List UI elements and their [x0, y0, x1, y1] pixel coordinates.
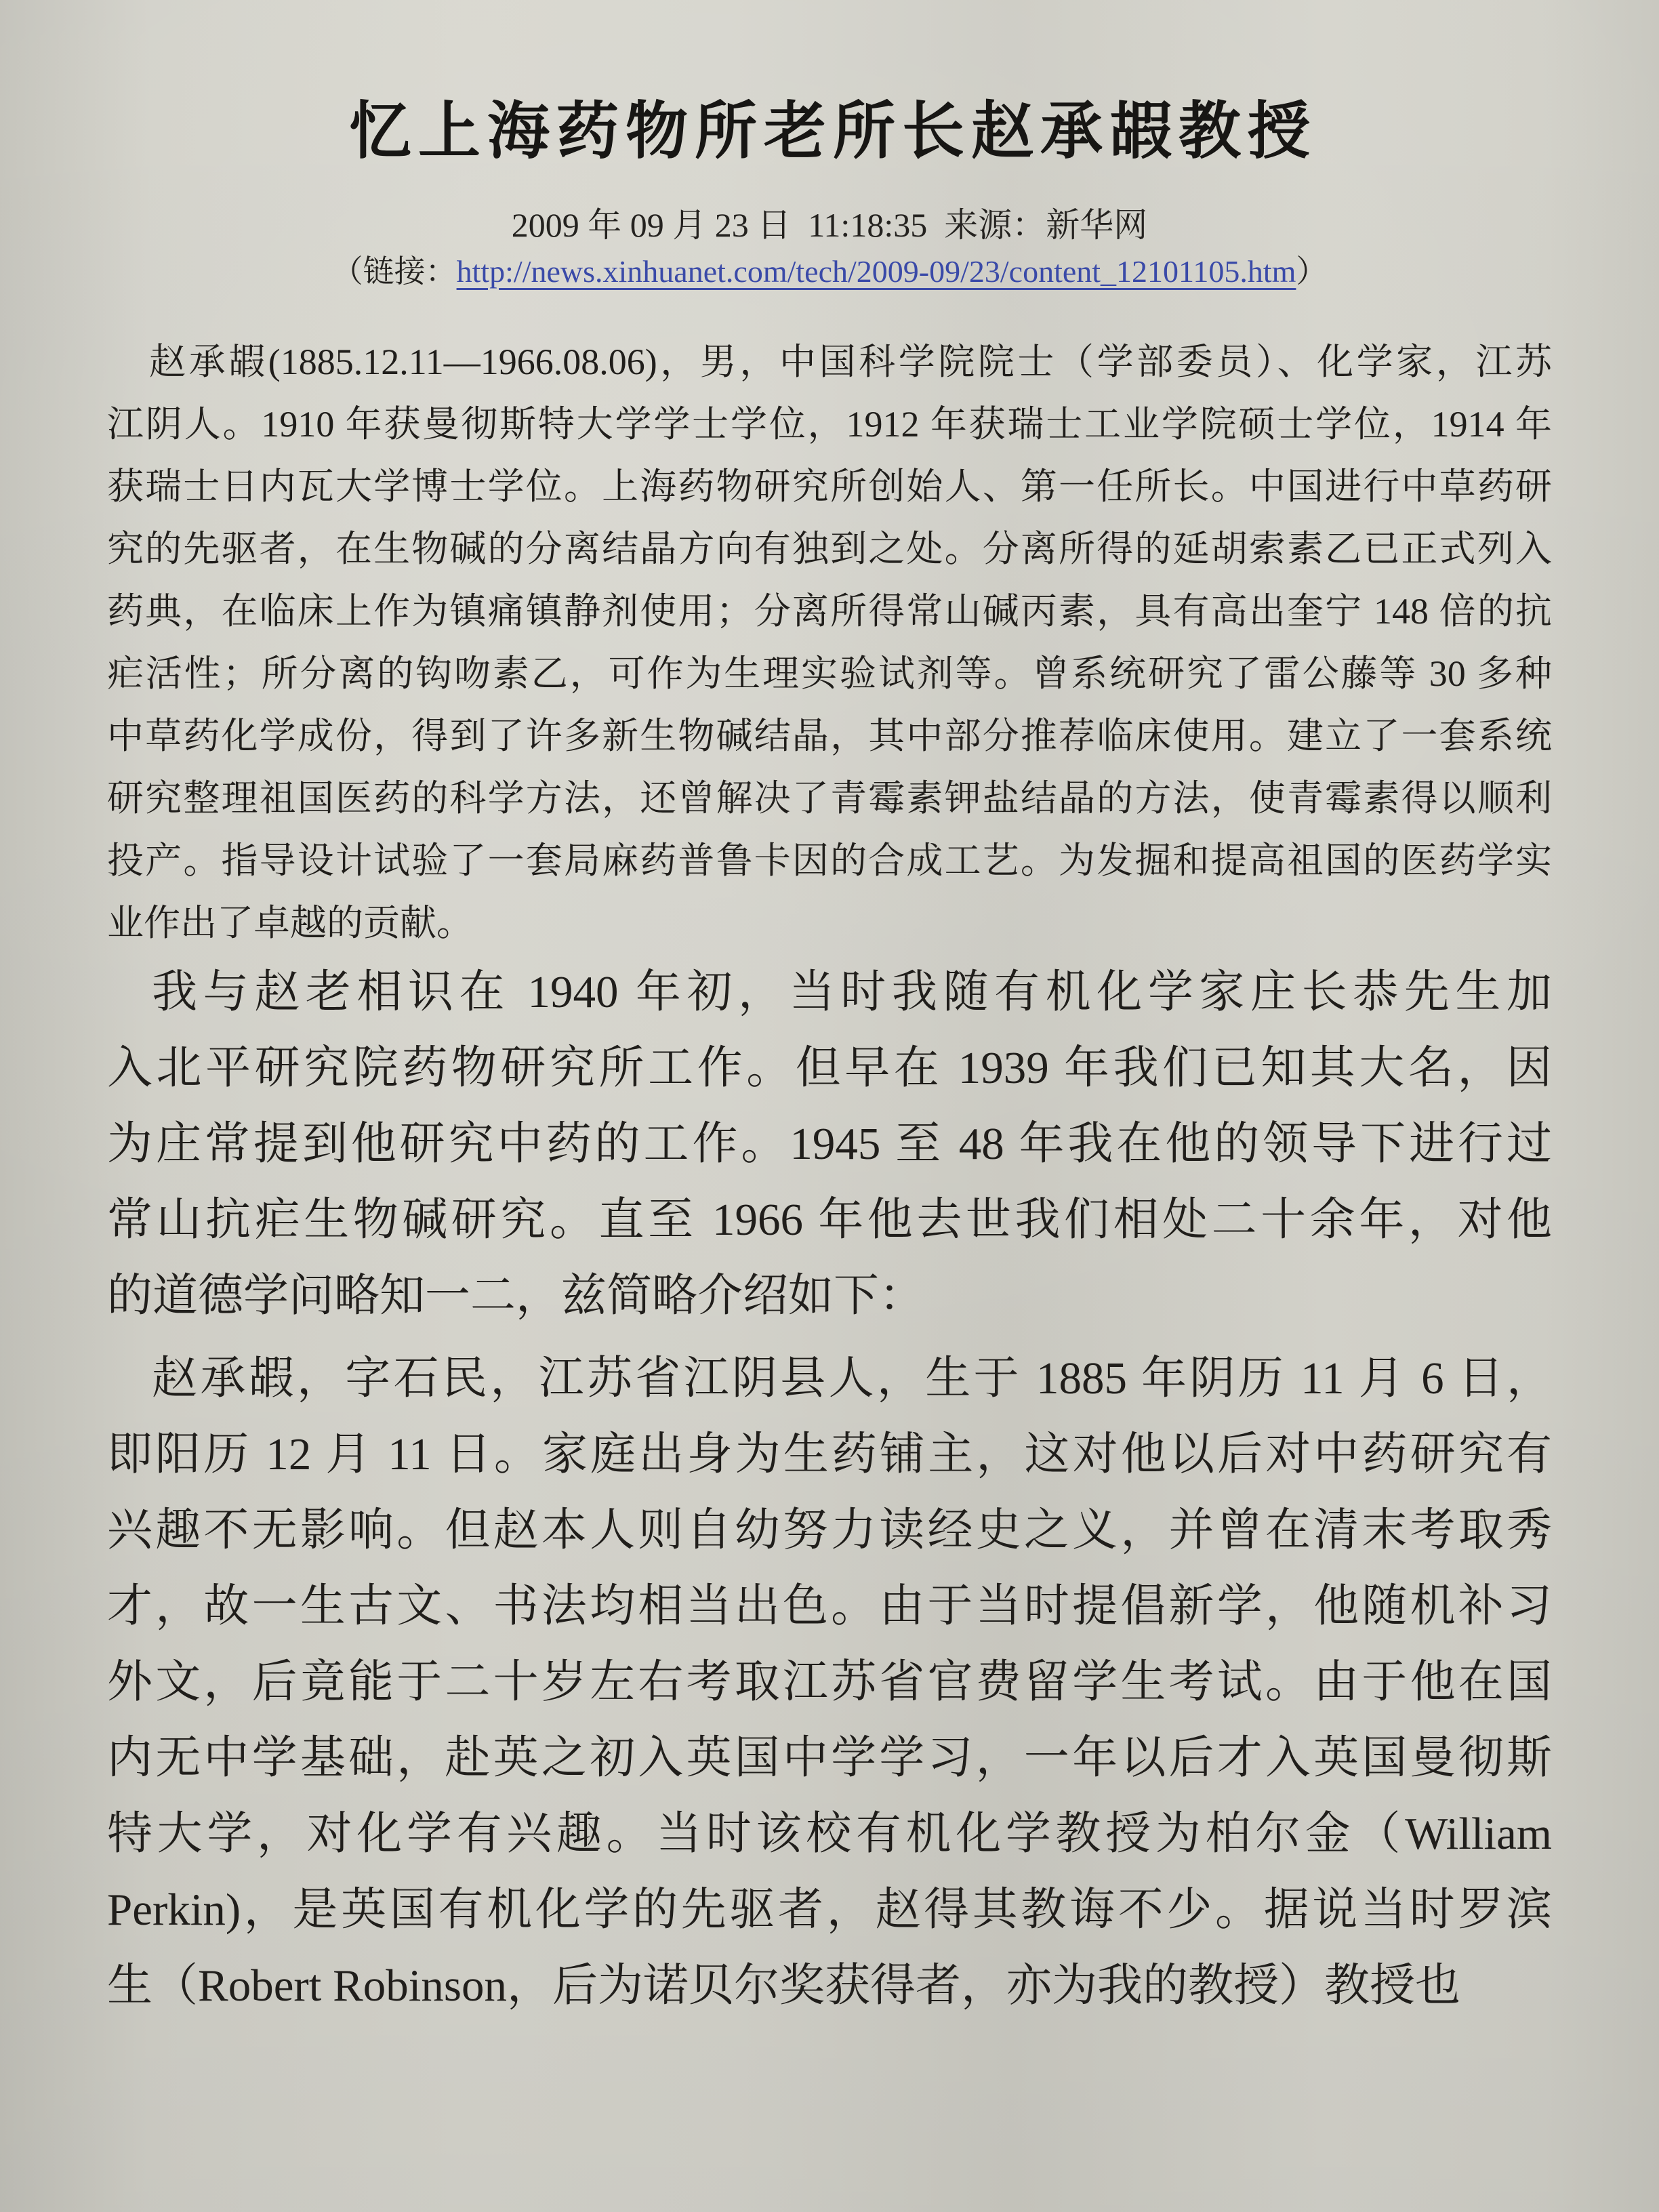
paragraph-line: 即阳历 12 月 11 日。家庭出身为生药铺主，这对他以后对中药研究有 [107, 1429, 1552, 1479]
paragraph-line: 为庄常提到他研究中药的工作。1945 至 48 年我在他的领导下进行过 [107, 1119, 1552, 1169]
paragraph-line: 江阴人。1910 年获曼彻斯特大学学士学位，1912 年获瑞士工业学院硕士学位，1914 年 [107, 404, 1552, 445]
paragraph-line: 中草药化学成份，得到了许多新生物碱结晶，其中部分推荐临床使用。建立了一套系统 [107, 716, 1552, 756]
memoir-paragraph-1 [107, 954, 1552, 1334]
paragraph-line: 赵承嘏，字石民，江苏省江阴县人，生于 1885 年阴历 11 月 6 日， [152, 1353, 1552, 1404]
paragraph-line: 兴趣不无影响。但赵本人则自幼努力读经史之义，并曾在清末考取秀 [107, 1505, 1552, 1555]
paragraph-line: 才，故一生古文、书法均相当出色。由于当时提倡新学，他随机补习 [107, 1581, 1552, 1631]
paragraph-line: 的道德学问略知一二，兹简略介绍如下： [107, 1271, 924, 1321]
paragraph-line: 入北平研究院药物研究所工作。但早在 1939 年我们已知其大名，因 [107, 1043, 1552, 1093]
paragraph-line: 生（Robert Robinson，后为诺贝尔奖获得者，亦为我的教授）教授也 [107, 1961, 1460, 2011]
paragraph-line: 特大学，对化学有兴趣。当时该校有机化学教授为柏尔金（William [107, 1809, 1552, 1859]
paragraph-line: 投产。指导设计试验了一套局麻药普鲁卡因的合成工艺。为发掘和提高祖国的医药学实 [107, 840, 1552, 881]
paragraph-line: Perkin)，是英国有机化学的先驱者，赵得其教诲不少。据说当时罗滨 [107, 1885, 1552, 1935]
paragraph-line: 业作出了卓越的贡献。 [107, 903, 473, 943]
link-suffix: ） [1296, 254, 1328, 289]
article-meta-line: 2009 年 09 月 23 日 11:18:35 来源：新华网 [511, 206, 1148, 244]
article [107, 0, 1552, 2024]
paragraph-line: 常山抗疟生物碱研究。直至 1966 年他去世我们相处二十余年，对他 [107, 1195, 1552, 1245]
article-title: 忆上海药物所老所长赵承嘏教授 [348, 97, 1317, 166]
paragraph-line: 疟活性；所分离的钩吻素乙，可作为生理实验试剂等。曾系统研究了雷公藤等 30 多种 [107, 653, 1552, 694]
paragraph-line: 外文，后竟能于二十岁左右考取江苏省官费留学生考试。由于他在国 [107, 1657, 1552, 1707]
paragraph-line: 内无中学基础，赴英之初入英国中学学习，一年以后才入英国曼彻斯 [107, 1733, 1552, 1783]
paragraph-line: 究的先驱者，在生物碱的分离结晶方向有独到之处。分离所得的延胡索素乙已正式列入 [107, 529, 1552, 569]
paragraph-line: 研究整理祖国医药的科学方法，还曾解决了青霉素钾盐结晶的方法，使青霉素得以顺利 [107, 778, 1552, 819]
memoir-paragraph-2 [107, 1340, 1552, 2024]
paragraph-line: 我与赵老相识在 1940 年初，当时我随有机化学家庄长恭先生加 [152, 967, 1552, 1017]
paragraph-line: 获瑞士日内瓦大学博士学位。上海药物研究所创始人、第一任所长。中国进行中草药研 [107, 466, 1552, 507]
bio-paragraph [107, 331, 1552, 954]
paragraph-line: 药典，在临床上作为镇痛镇静剂使用；分离所得常山碱丙素，具有高出奎宁 148 倍的抗 [107, 591, 1552, 632]
link-prefix: （链接： [331, 254, 457, 289]
paragraph-line: 赵承嘏(1885.12.11—1966.08.06)，男，中国科学院院士（学部委员）、化学家，江苏 [149, 342, 1552, 382]
article-link-line [107, 252, 1552, 291]
article-url-link[interactable]: http://news.xinhuanet.com/tech/2009-09/23/content_12101105.htm [456, 254, 1296, 289]
